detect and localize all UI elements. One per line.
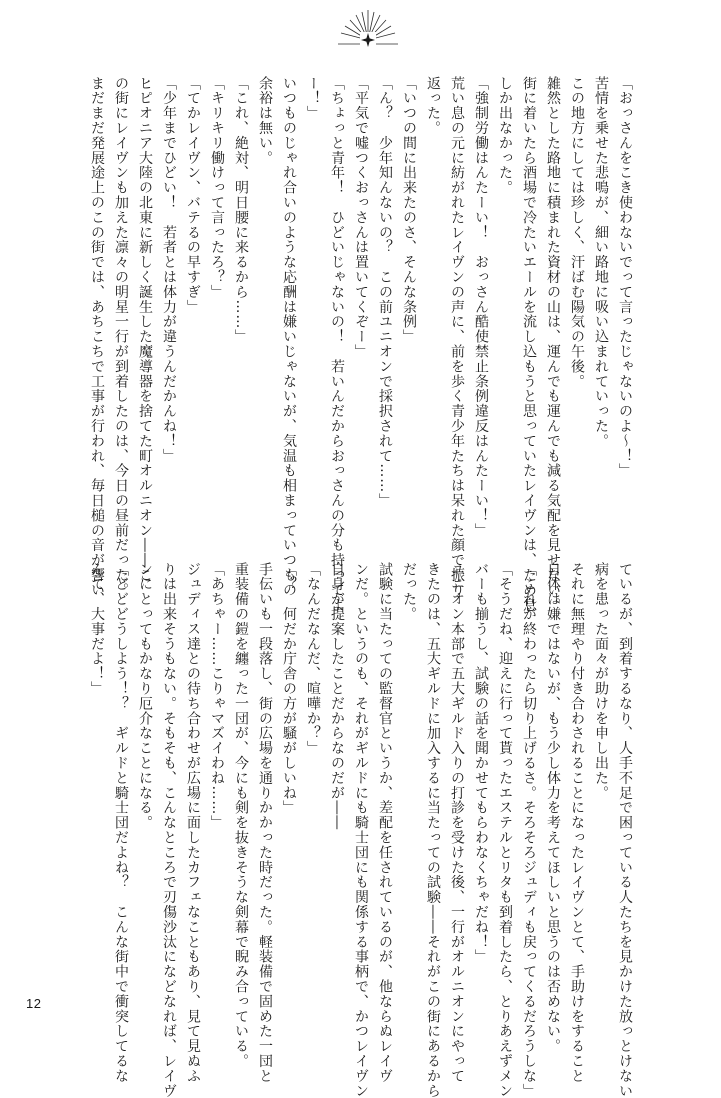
text-line: だった。 (401, 562, 417, 622)
text-line: しか出なかった。 (497, 76, 513, 196)
text-line: 自身が提案したことだからなのだが―― (329, 562, 345, 831)
text-line: 雑然とした路地に積まれた資材の山は、運んでも運んでも減る気配を見せない。 (545, 76, 561, 613)
text-line: ンだ。というのも、それがギルドにも騎士団にも関係する事柄で、かつレイヴン (353, 562, 369, 1098)
text-line: 「いつの間に出来たのさ、そんな条例」 (401, 76, 417, 345)
text-line: ンにとってもかなり厄介なことになる。 (137, 562, 153, 831)
text-line: 「キリキリ働けって言ったろ？」 (209, 76, 225, 300)
text-line: 苦情を乗せた悲鳴が、細い路地に吸い込まれていった。 (593, 76, 609, 449)
text-line: いつものじゃれ合いのような応酬は嫌いじゃないが、気温も相まっていつもの (281, 76, 297, 598)
text-line: 「強制労働はんたーい！ おっさん酷使禁止条例違反はんたーい！」 (473, 76, 489, 538)
text-line: 重装備の鎧を纏った一団が、今にも剣を抜きそうな剣幕で睨み合っている。 (233, 562, 249, 1069)
main-text-block-bottom (85, 562, 637, 1098)
text-line: 試験に当たっての監督官というか、差配を任されているのが、他ならぬレイヴ (377, 562, 393, 1084)
text-line: 返った。 (425, 76, 441, 136)
text-line: 「ん？ 少年知んないの？ この前ユニオンで採択されて……」 (377, 76, 393, 509)
text-line: それに無理やり付き合わされることになったレイヴンとて、手助けをすること (569, 562, 585, 1084)
text-line: 「てかレイヴン、バテるの早すぎ」 (185, 76, 201, 315)
text-line: 病を患った面々が助けを申し出た。 (593, 562, 609, 801)
text-line: まだまだ発展途上のこの街では、あちこちで工事が行われ、毎日槌の音が響い (89, 76, 105, 598)
page-number: 12 (26, 996, 42, 1011)
text-line: 「少年までひどい！ 若者とは体力が違うんだかんね！」 (161, 76, 177, 464)
text-line: 自体は嫌ではないが、もう少し体力を考えてほしいと思うのは否めない。 (545, 562, 561, 1054)
text-line: 「平気で嘘つくおっさんは置いてくぞー」 (353, 76, 369, 360)
text-line: ー！」 (305, 76, 321, 121)
text-line: ているが、到着するなり、人手不足で困っている人たちを見かけた放っとけない (617, 562, 633, 1098)
sunburst-star-ornament-icon (336, 4, 400, 62)
text-line: 「ちょっと青年！ ひどいじゃないの！ 若いんだからおっさんの分も持ってよ (329, 76, 345, 613)
text-line: 余裕は無い。 (257, 76, 273, 166)
text-line: 「これが終わったら切り上げるさ。そろそろジュディも戻ってくるだろうしな」 (521, 562, 537, 1098)
text-line: 「どどどうしよう！？ ギルドと騎士団だよね？ こんな街中で衝突してるな (113, 562, 129, 1084)
text-line: 手伝いも一段落し、街の広場を通りかかった時だった。軽装備で固めた一団と (257, 562, 273, 1084)
text-line: きたのは、五大ギルドに加入するに当たっての試験――それがこの街にあるから (425, 562, 441, 1098)
text-line: 「なんだなんだ、喧嘩か？」 (305, 562, 321, 756)
text-line: 「そうだね、迎えに行って貰ったエステルとリタも到着したら、とりあえずメン (497, 562, 513, 1098)
text-line: の街にレイヴンも加えた凛々の明星一行が到着したのは、今日の昼前だった。 (113, 76, 129, 598)
text-line: 荒い息の元に紡がれたレイヴンの声に、前を歩く青少年たちは呆れた顔で振り (449, 76, 465, 598)
text-line: ユニオン本部で五大ギルド入りの打診を受けた後、一行がオルニオンにやって (449, 562, 465, 1084)
text-line: 「これ、絶対、明日腰に来るから……」 (233, 76, 249, 345)
text-line: ヒピオニア大陸の北東に新しく誕生した魔導器を捨てた町オルニオン――こ (137, 76, 153, 583)
text-line: んて、大事だよ！」 (89, 562, 105, 697)
text-line: 「おっさんをこき使わないでって言ったじゃないのよ〜！」 (617, 76, 633, 479)
text-line: りは出来そうもない。そもそも、こんなところで刃傷沙汰になどなれば、レイヴ (161, 562, 177, 1098)
text-line: この地方にしては珍しく、汗ばむ陽気の午後。 (569, 76, 585, 389)
text-line: 「？ 何だか庁舎の方が騒がしいね」 (281, 562, 297, 816)
main-text-block-top (85, 76, 637, 613)
text-line: 「あちゃー……こりゃマズイわね……」 (209, 562, 225, 831)
text-line: ジュディス達との待ち合わせが広場に面したカフェなこともあり、見て見ぬふ (185, 562, 201, 1084)
text-line: バーも揃うし、試験の話を聞かせてもらわなくちゃだね！」 (473, 562, 489, 965)
text-line: 街に着いたら酒場で冷たいエールを流し込もうと思っていたレイヴンは、ため息 (521, 76, 537, 613)
